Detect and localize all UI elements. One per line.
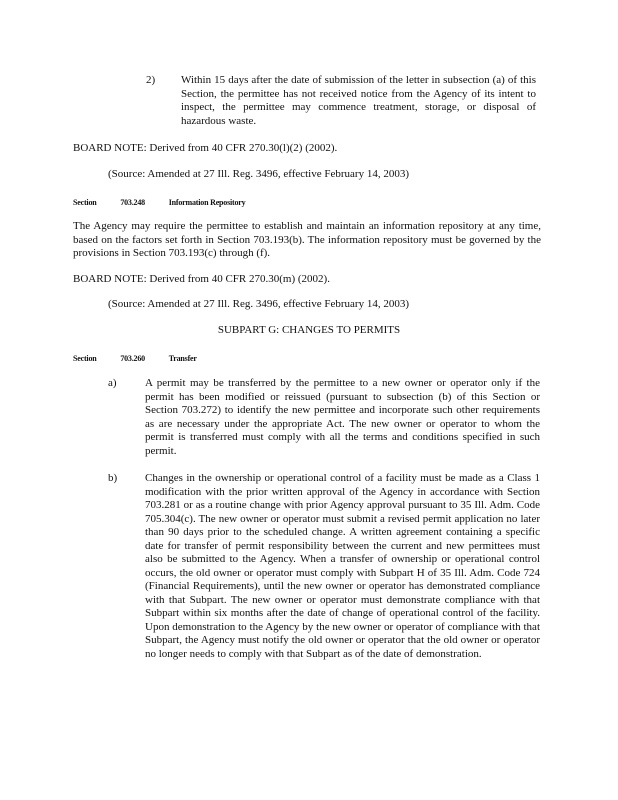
paragraph: The Agency may require the permittee to establish and maintain an information repository at any time, based on the factors set forth in Section 703.193(b). The information repository must be governed by the provisions in Section 703.193(c) through (f). <box>73 220 541 259</box>
section-heading <box>73 352 197 366</box>
item-number: b) <box>108 472 118 484</box>
section-heading <box>73 196 245 210</box>
item-text: A permit may be transferred by the permittee to a new owner or operator only if the permit has been modified or reissued (pursuant to subsection (b) of this Section or Section 703.272) to identify the new permittee and incorporate such other requirements as are necessary under the appropriate Act. The new owner or operator to whom the permit is transferred must comply with all the terms and conditions specified in such permit. <box>145 377 540 457</box>
section-number: 703.260 <box>120 354 145 363</box>
section-label: Section <box>73 354 97 363</box>
list-item-2 <box>146 74 536 134</box>
item-number: 2) <box>146 74 156 86</box>
section-title: Information Repository <box>168 198 246 207</box>
section-label: Section <box>73 198 97 207</box>
section-title: Transfer <box>168 354 197 363</box>
item-text: Changes in the ownership or operational control of a facility must be made as a Class 1 modification with the prior written approval of the Agency in accordance with Section 703.281 or as a routine change with prior Agency approval pursuant to 35 Ill. Adm. Code 705.304(c). The new owner or operator must submit a revised permit application no later than 90 days prior to the scheduled change. A written agreement containing a specific date for transfer of permit responsibility between the current and new permittees must also be submitted to the Agency. When a transfer of ownership or operational control occurs, the old owner or operator must comply with Subpart H of 35 Ill. Adm. Code 724 (Financial Requirements), until the new owner or operator has demonstrated compliance with that Subpart. The new owner or operator must demonstrate compliance with that Subpart within six months after the date of change of operational control of the facility. Upon demonstration to the Agency by the new owner or operator of compliance with that Subpart, the Agency must notify the old owner or operator that the old owner or operator no longer needs to comply with that Subpart as of the date of demonstration. <box>145 472 540 660</box>
board-note: BOARD NOTE: Derived from 40 CFR 270.30(m) (2002). <box>73 273 330 285</box>
list-item-b <box>108 472 540 732</box>
section-number: 703.248 <box>120 198 145 207</box>
board-note: BOARD NOTE: Derived from 40 CFR 270.30(l)(2) (2002). <box>73 142 338 154</box>
item-text: Within 15 days after the date of submission of the letter in subsection (a) of this Section, the permittee has not received notice from the Agency of its intent to inspect, the permittee may commence treatment, storage, or disposal of hazardous waste. <box>181 74 536 127</box>
item-number: a) <box>108 377 117 389</box>
subpart-heading: SUBPART G: CHANGES TO PERMITS <box>217 324 401 336</box>
source-note: (Source: Amended at 27 Ill. Reg. 3496, effective February 14, 2003) <box>108 168 409 180</box>
source-note: (Source: Amended at 27 Ill. Reg. 3496, effective February 14, 2003) <box>108 298 409 310</box>
list-item-a <box>108 377 540 462</box>
